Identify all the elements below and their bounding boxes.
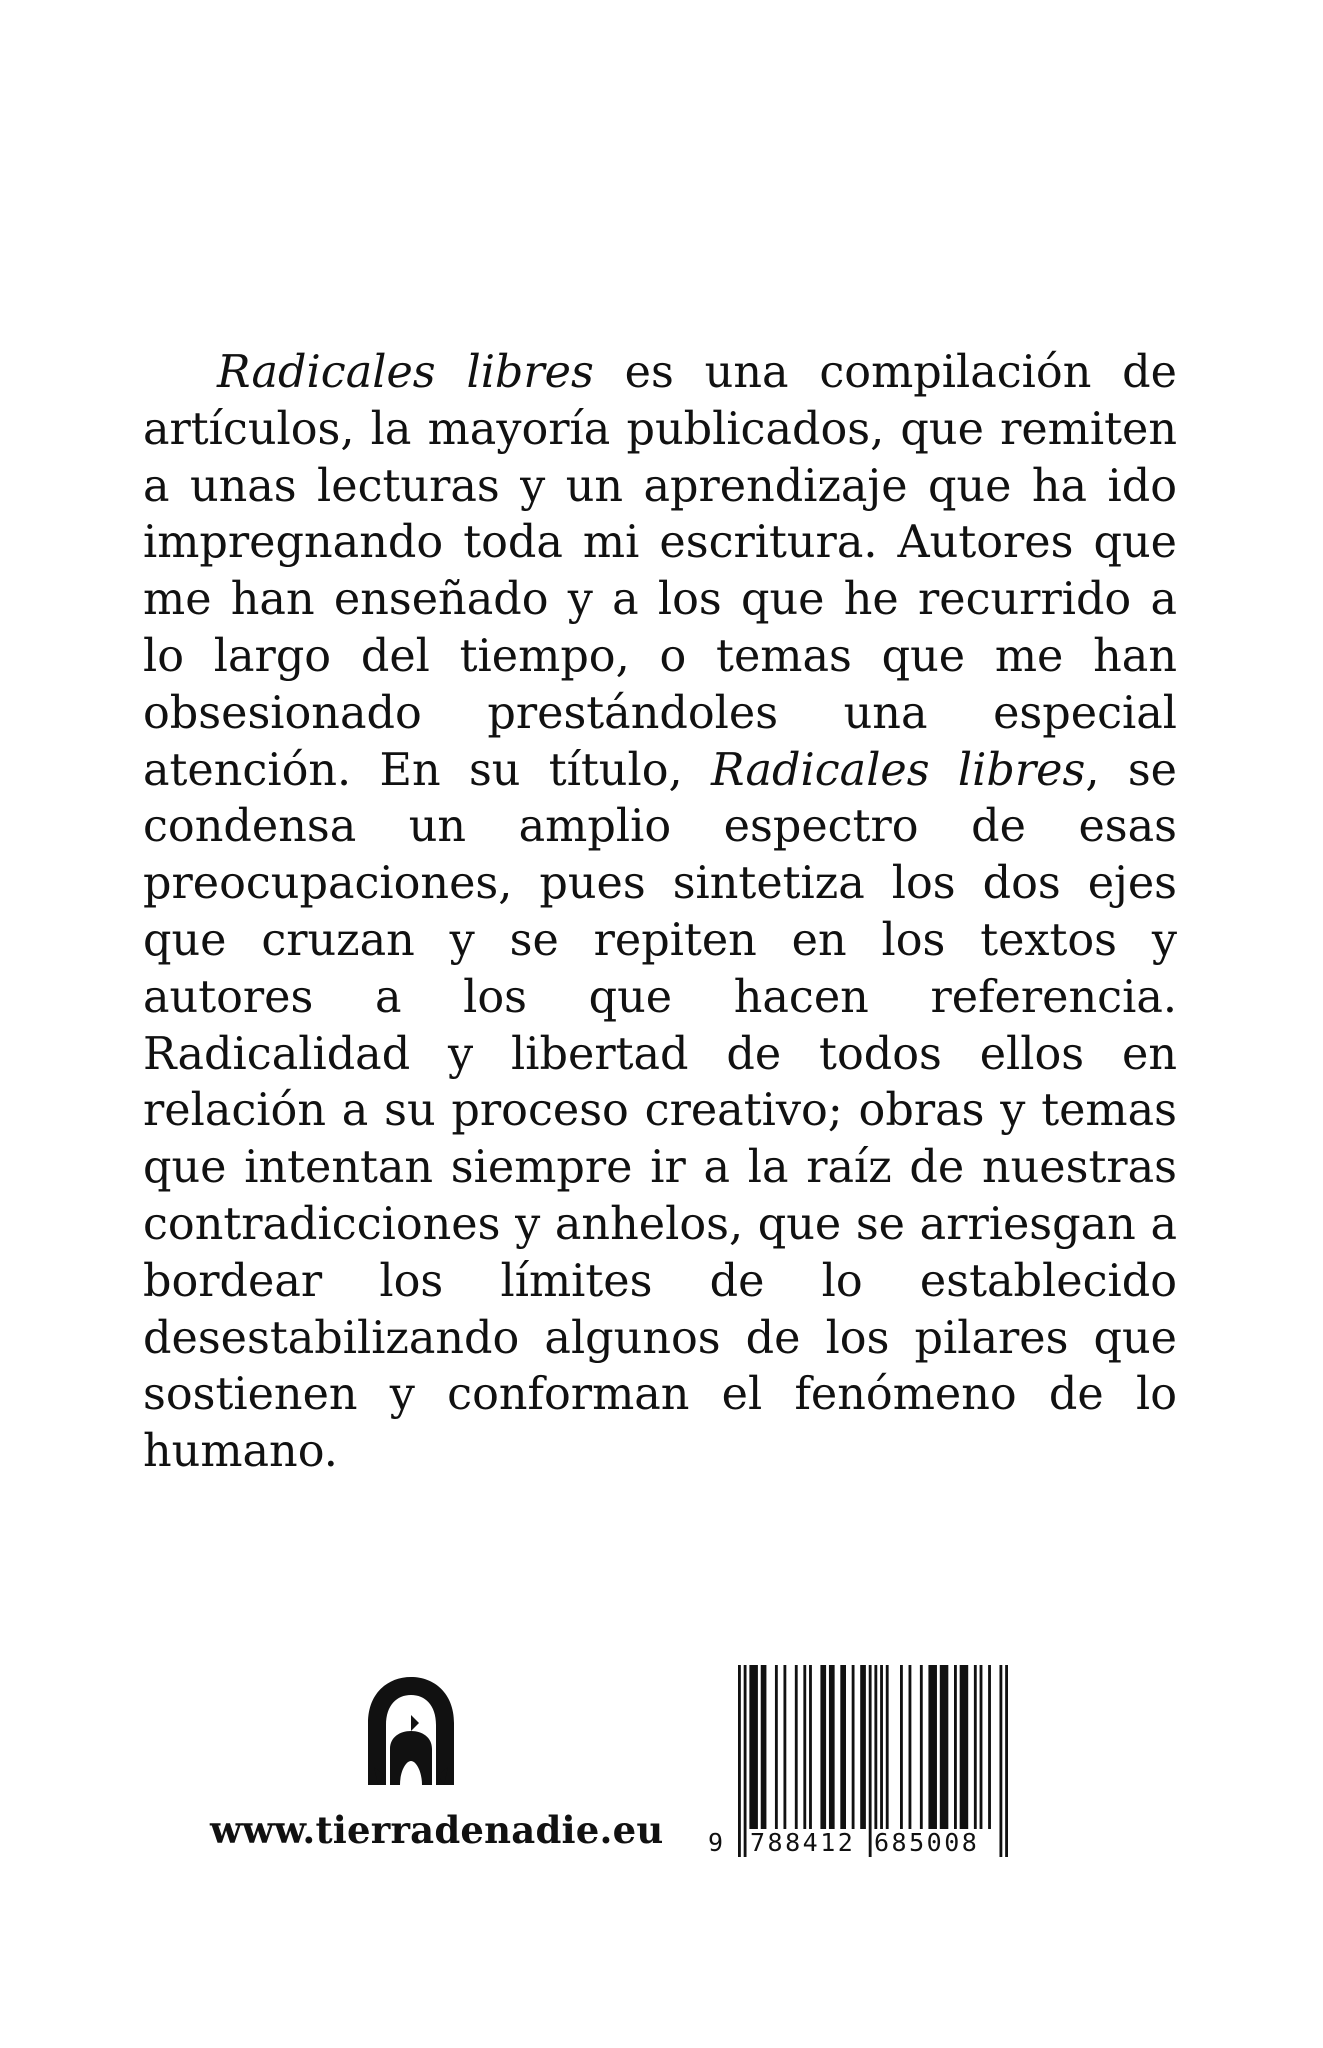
barcode-bar [840,1665,846,1829]
barcode-bar [988,1665,991,1829]
barcode-bar [960,1665,969,1829]
barcode-bar [909,1665,912,1829]
blurb-text-part-1: es una compilación de artículos, la mayoría publicados, que remiten a unas lecturas y un aprendizaje que ha ido impregnando toda mi escritura. Autores que me han enseñado y a los que he recurrido a lo largo del tiempo, o temas que me han obsesionado prestándoles una especial atención. En su título, [143,347,1178,796]
isbn-barcode [706,1665,1012,1855]
barcode-bar [980,1665,983,1829]
barcode-bar [795,1665,798,1829]
barcode-bar [761,1665,767,1829]
barcode-bar [880,1665,883,1829]
book-title-italic: Radicales libres [710,744,1086,796]
barcode-bar [954,1665,957,1829]
isbn-digits [706,1829,1012,1857]
barcode-bar [809,1665,812,1829]
barcode-bar [775,1665,778,1829]
barcode-bar [974,1665,977,1829]
isbn-left-group: 788412 [750,1828,856,1857]
barcode-bar [928,1665,937,1829]
isbn-right-group: 685008 [874,1828,980,1857]
barcode-bar [860,1665,866,1829]
publisher-website[interactable]: www.tierradenadie.eu [210,1808,664,1852]
barcode-bar [920,1665,923,1829]
barcode-bar [829,1665,835,1829]
tierra-de-nadie-logo-icon [360,1675,462,1787]
barcode-bar [900,1665,903,1829]
isbn-first-digit: 9 [708,1828,724,1857]
book-title-italic: Radicales libres [217,347,594,398]
barcode-bar [749,1665,758,1829]
barcode-bar [783,1665,786,1829]
barcode-bar [820,1665,826,1829]
blurb-text-part-2: , se condensa un amplio espectro de esas preocupaciones, pues sintetiza los dos ejes que cruzan y se repiten en los textos y autores a los que hacen referencia. Radicalidad y libertad de todos ellos en relación a su proceso creativo; obras y temas que intentan siempre ir a la raíz de nuestras contradicciones y anhelos, que se arriesgan a bordear los límites de lo establecido desestabilizando algunos de los pilares que sostienen y conforman el fenómeno de lo humano. [143,744,1177,1478]
barcode-bar [852,1665,855,1829]
barcode-bar [886,1665,889,1829]
barcode-bar [803,1665,806,1829]
back-cover-blurb [143,345,1177,1481]
barcode-bar [940,1665,949,1829]
